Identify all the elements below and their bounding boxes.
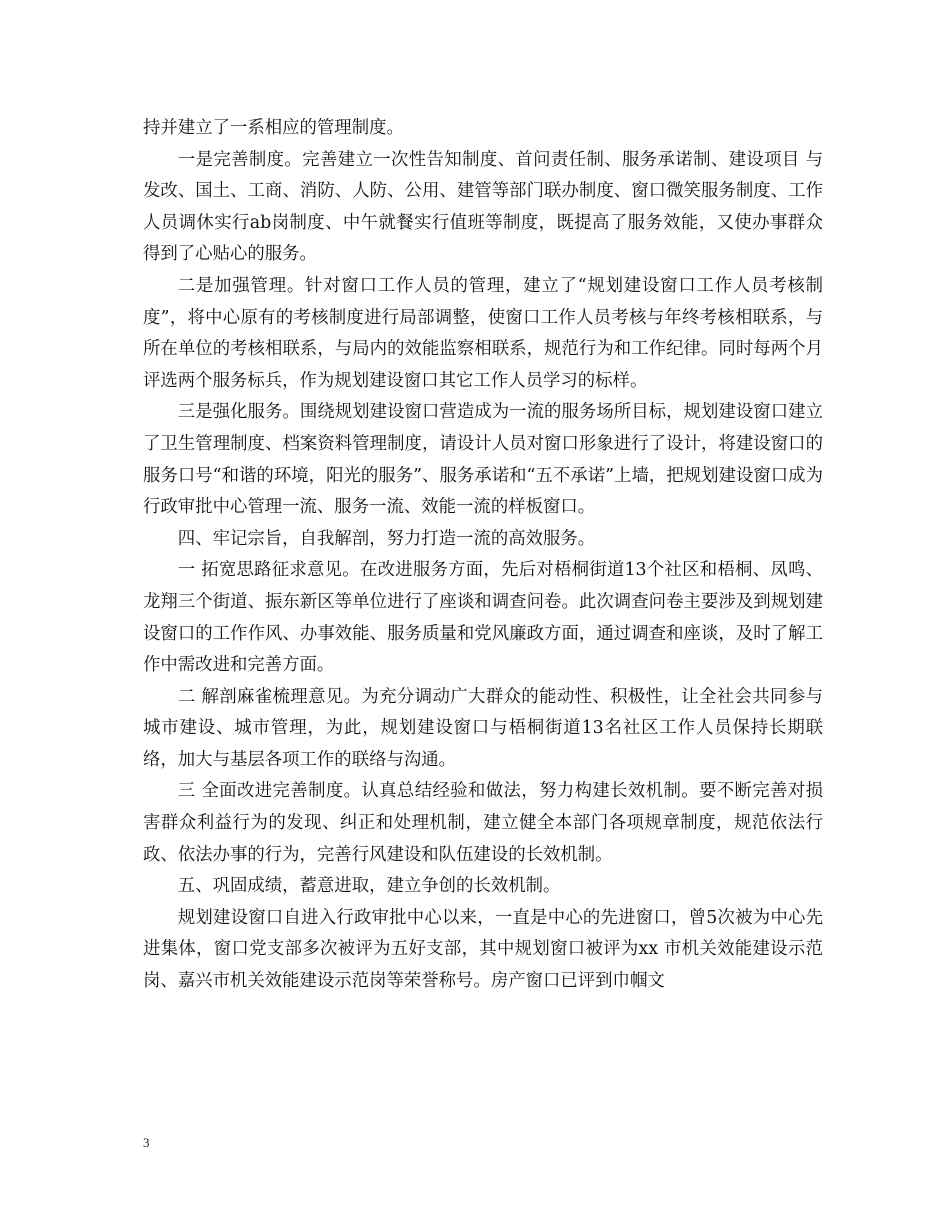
paragraph-improve-systems: 三 全面改进完善制度。认真总结经验和做法，努力构建长效机制。要不断完善对损害群众利益行为的发现、纠正和处理机制，建立健全本部门各项规章制度，规范依法行政、依法办事的行为，完善行风建设和队伍建设的长效机制。 [143, 781, 823, 865]
paragraph-improve-system: 一是完善制度。完善建立一次性告知制度、首问责任制、服务承诺制、建设项目 与发改、国土、工商、消防、人防、公用、建管等部门联办制度、窗口微笑服务制度、工作人员调休实行ab岗制度、中午就餐实行值班等制度，既提高了服务效能，又使办事群众得到了心贴心的服务。 [143, 149, 823, 265]
paragraph-enhance-service: 三是强化服务。围绕规划建设窗口营造成为一流的服务场所目标，规划建设窗口建立了卫生管理制度、档案资料管理制度，请设计人员对窗口形象进行了设计，将建设窗口的服务口号“和谐的环境，阳光的服务”、服务承诺和“五不承诺”上墙，把规划建设窗口成为行政审批中心管理一流、服务一流、效能一流的样板窗口。 [143, 402, 823, 518]
paragraph-analyze-opinions: 二 解剖麻雀梳理意见。为充分调动广大群众的能动性、积极性，让全社会共同参与城市建设、城市管理，为此，规划建设窗口与梧桐街道13名社区工作人员保持长期联络，加大与基层各项工作的联络与沟通。 [143, 686, 823, 770]
section-heading-four: 四、牢记宗旨，自我解剖，努力打造一流的高效服务。 [177, 528, 596, 549]
page-number: 3 [143, 1135, 150, 1150]
document-body [143, 113, 823, 998]
paragraph-collect-opinions: 一 拓宽思路征求意见。在改进服务方面，先后对梧桐街道13个社区和梧桐、凤鸣、龙翔三个街道、振东新区等单位进行了座谈和调查问卷。此次调查问卷主要涉及到规划建设窗口的工作作风、办事效能、服务质量和党风廉政方面，通过调查和座谈，及时了解工作中需改进和完善方面。 [143, 560, 823, 676]
paragraph-strengthen-management: 二是加强管理。针对窗口工作人员的管理，建立了“规划建设窗口工作人员考核制度”，将中心原有的考核制度进行局部调整，使窗口工作人员考核与年终考核相联系，与所在单位的考核相联系，与局内的效能监察相联系，规范行为和工作纪律。同时每两个月评选两个服务标兵，作为规划建设窗口其它工作人员学习的标样。 [143, 275, 823, 391]
section-heading-five: 五、巩固成绩，蓄意进取，建立争创的长效机制。 [177, 876, 561, 897]
paragraph-achievements: 规划建设窗口自进入行政审批中心以来，一直是中心的先进窗口，曾5次被为中心先进集体，窗口党支部多次被评为五好支部，其中规划窗口被评为xx 市机关效能建设示范岗、嘉兴市机关效能建设示范岗等荣誉称号。房产窗口已评到巾帼文 [143, 907, 823, 992]
paragraph-continuation: 持并建立了一系相应的管理制度。 [143, 118, 404, 138]
